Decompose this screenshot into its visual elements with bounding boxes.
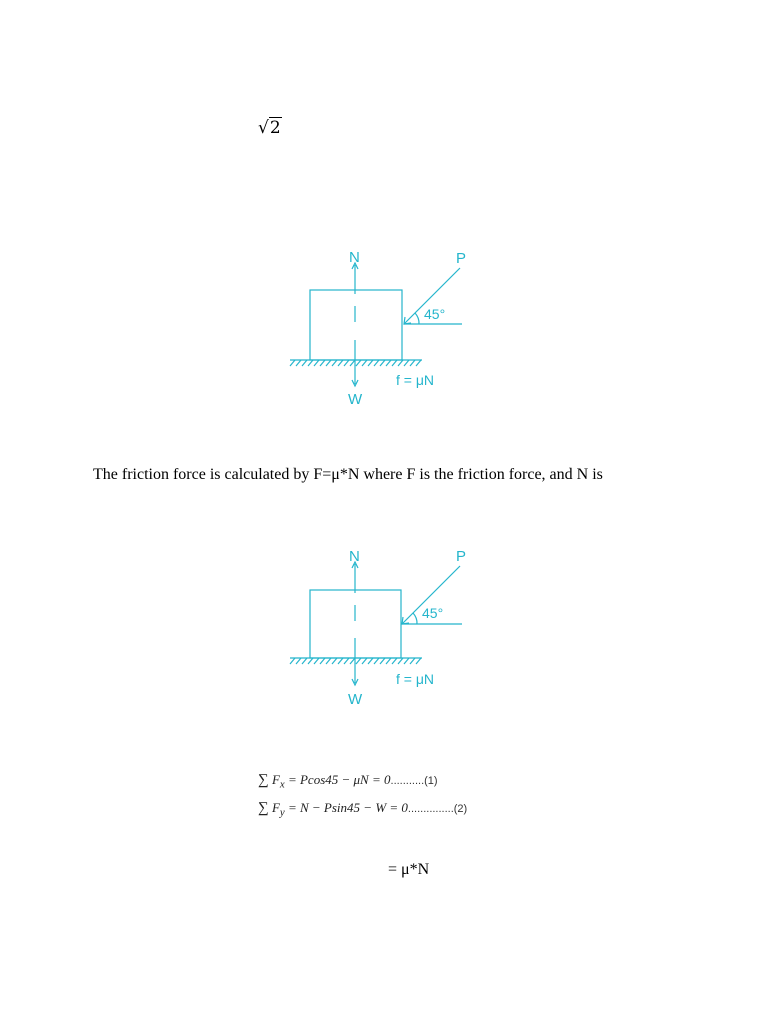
free-body-diagram-1 <box>282 244 502 409</box>
friction-result-text: = μ*N <box>388 861 430 878</box>
normal-force-label: N <box>349 249 360 266</box>
sum-symbol: ∑ <box>258 800 269 816</box>
equation-subscript: y <box>279 806 285 819</box>
equation-subscript: x <box>279 778 285 791</box>
equation-sum-fx <box>258 772 438 791</box>
applied-force-label: P <box>456 548 467 565</box>
free-body-diagram-svg <box>282 543 502 708</box>
angle-label: 45° <box>422 605 444 621</box>
block <box>310 290 402 360</box>
friction-label: f = μN <box>396 372 435 388</box>
equation-lhs: F <box>271 772 280 787</box>
angle-label: 45° <box>424 306 446 322</box>
angle-arc <box>415 313 419 324</box>
weight-label: W <box>348 391 363 408</box>
free-body-diagram-2 <box>282 543 502 708</box>
equation-number: ...............(2) <box>407 803 468 815</box>
angle-arc <box>413 613 417 624</box>
normal-force-label: N <box>349 548 360 565</box>
weight-label: W <box>348 691 363 708</box>
applied-force-label: P <box>456 250 467 267</box>
sqrt-symbol: √ <box>258 118 269 138</box>
equation-lhs: F <box>271 800 280 815</box>
friction-label: f = μN <box>396 671 435 687</box>
equation-sum-fy <box>258 800 467 819</box>
sqrt-two-expression <box>258 118 282 138</box>
sqrt-radicand: 2 <box>269 118 281 138</box>
free-body-diagram-svg <box>282 244 502 409</box>
equation-rhs: = N − Psin45 − W = 0 <box>284 800 408 815</box>
friction-explanation-text: The friction force is calculated by F=μ*N where F is the friction force, and N is <box>93 466 603 483</box>
sum-symbol: ∑ <box>258 772 269 788</box>
equation-number: ...........(1) <box>390 775 438 787</box>
equation-rhs: = Pcos45 − μN = 0 <box>284 772 391 787</box>
